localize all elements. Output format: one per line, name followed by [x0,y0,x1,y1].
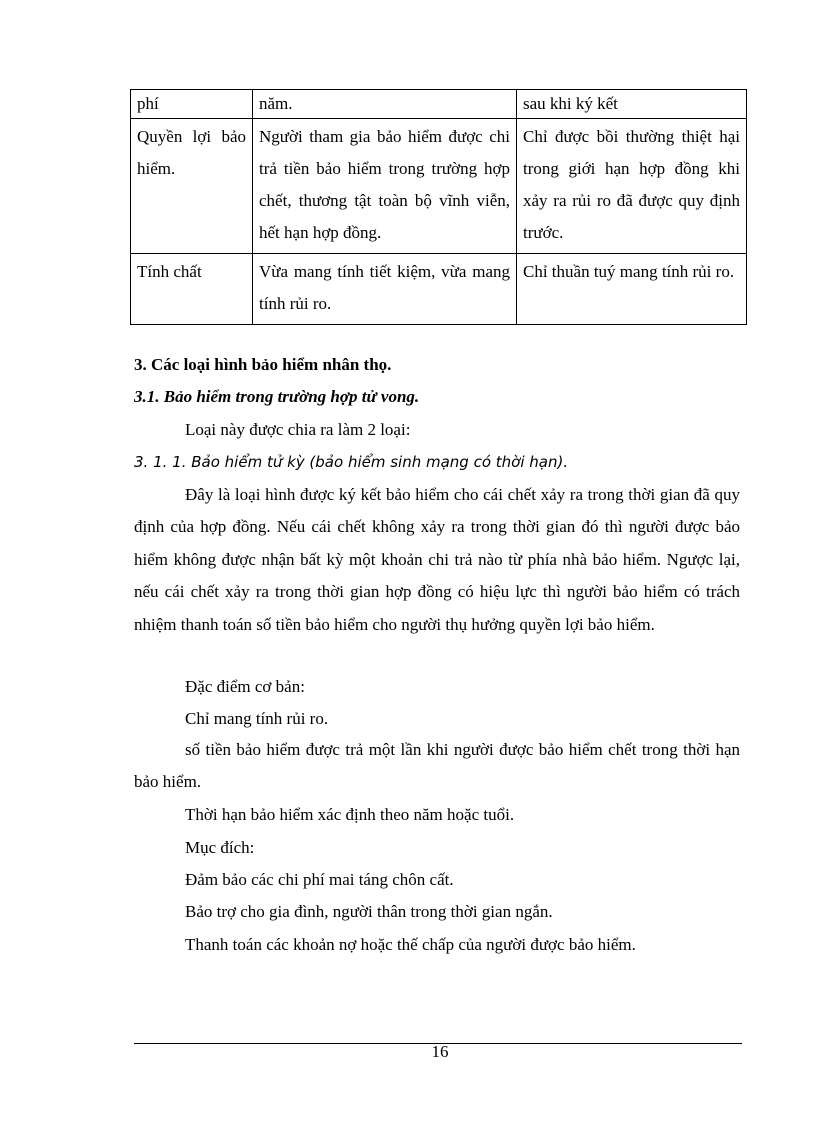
feature-item: Chỉ mang tính rủi ro. [185,709,329,728]
body-paragraph: Đây là loại hình được ký kết bảo hiểm cho cái chết xảy ra trong thời gian đã quy định của hợp đồng. Nếu cái chết không xảy ra trong thời gian đó thì người được bảo hiểm không được nhận bất kỳ một khoản chi trả nào từ phía nhà bảo hiểm. Ngược lại, nếu cái chết xảy ra trong thời gian hợp đồng có hiệu lực thì người bảo hiểm có trách nhiệm thanh toán số tiền bảo hiểm cho người thụ hưởng quyền lợi bảo hiểm. [134,485,740,634]
section-heading: 3. Các loại hình bảo hiểm nhân thọ. [134,355,392,374]
page-number: 16 [431,1042,449,1061]
table-row [131,254,747,325]
purpose-item: Bảo trợ cho gia đình, người thân trong thời gian ngắn. [185,902,553,921]
features-label: Đặc điểm cơ bản: [185,677,305,696]
purpose-label: Mục đích: [185,838,255,857]
table-cell: Chỉ được bồi thường thiệt hại trong giới hạn hợp đồng khi xảy ra rủi ro đã được quy định trước. [517,119,747,254]
subsubsection-heading: 3. 1. 1. Bảo hiểm tử kỳ (bảo hiểm sinh mạng có thời hạn). [134,453,569,471]
table-cell: phí [131,90,253,119]
table-cell: Vừa mang tính tiết kiệm, vừa mang tính rủi ro. [253,254,517,325]
purpose-item: Thanh toán các khoản nợ hoặc thế chấp của người được bảo hiểm. [185,935,636,954]
intro-line: Loại này được chia ra làm 2 loại: [185,420,411,439]
table-row [131,119,747,254]
table-cell: Tính chất [131,254,253,325]
subsection-heading: 3.1. Bảo hiểm trong trường hợp tử vong. [134,387,420,406]
table-cell: Chỉ thuần tuý mang tính rủi ro. [517,254,747,325]
table-cell: Người tham gia bảo hiểm được chi trả tiền bảo hiểm trong trường hợp chết, thương tật toàn bộ vĩnh viễn, hết hạn hợp đồng. [253,119,517,254]
comparison-table [130,89,747,325]
table-cell: năm. [253,90,517,119]
table-row [131,90,747,119]
table-cell: Quyền lợi bảo hiểm. [131,119,253,254]
feature-item: số tiền bảo hiểm được trả một lần khi người được bảo hiểm chết trong thời hạn bảo hiểm. [134,740,740,792]
purpose-item: Đảm bảo các chi phí mai táng chôn cất. [185,870,454,889]
feature-item: Thời hạn bảo hiểm xác định theo năm hoặc tuổi. [185,805,515,824]
table-cell: sau khi ký kết [517,90,747,119]
